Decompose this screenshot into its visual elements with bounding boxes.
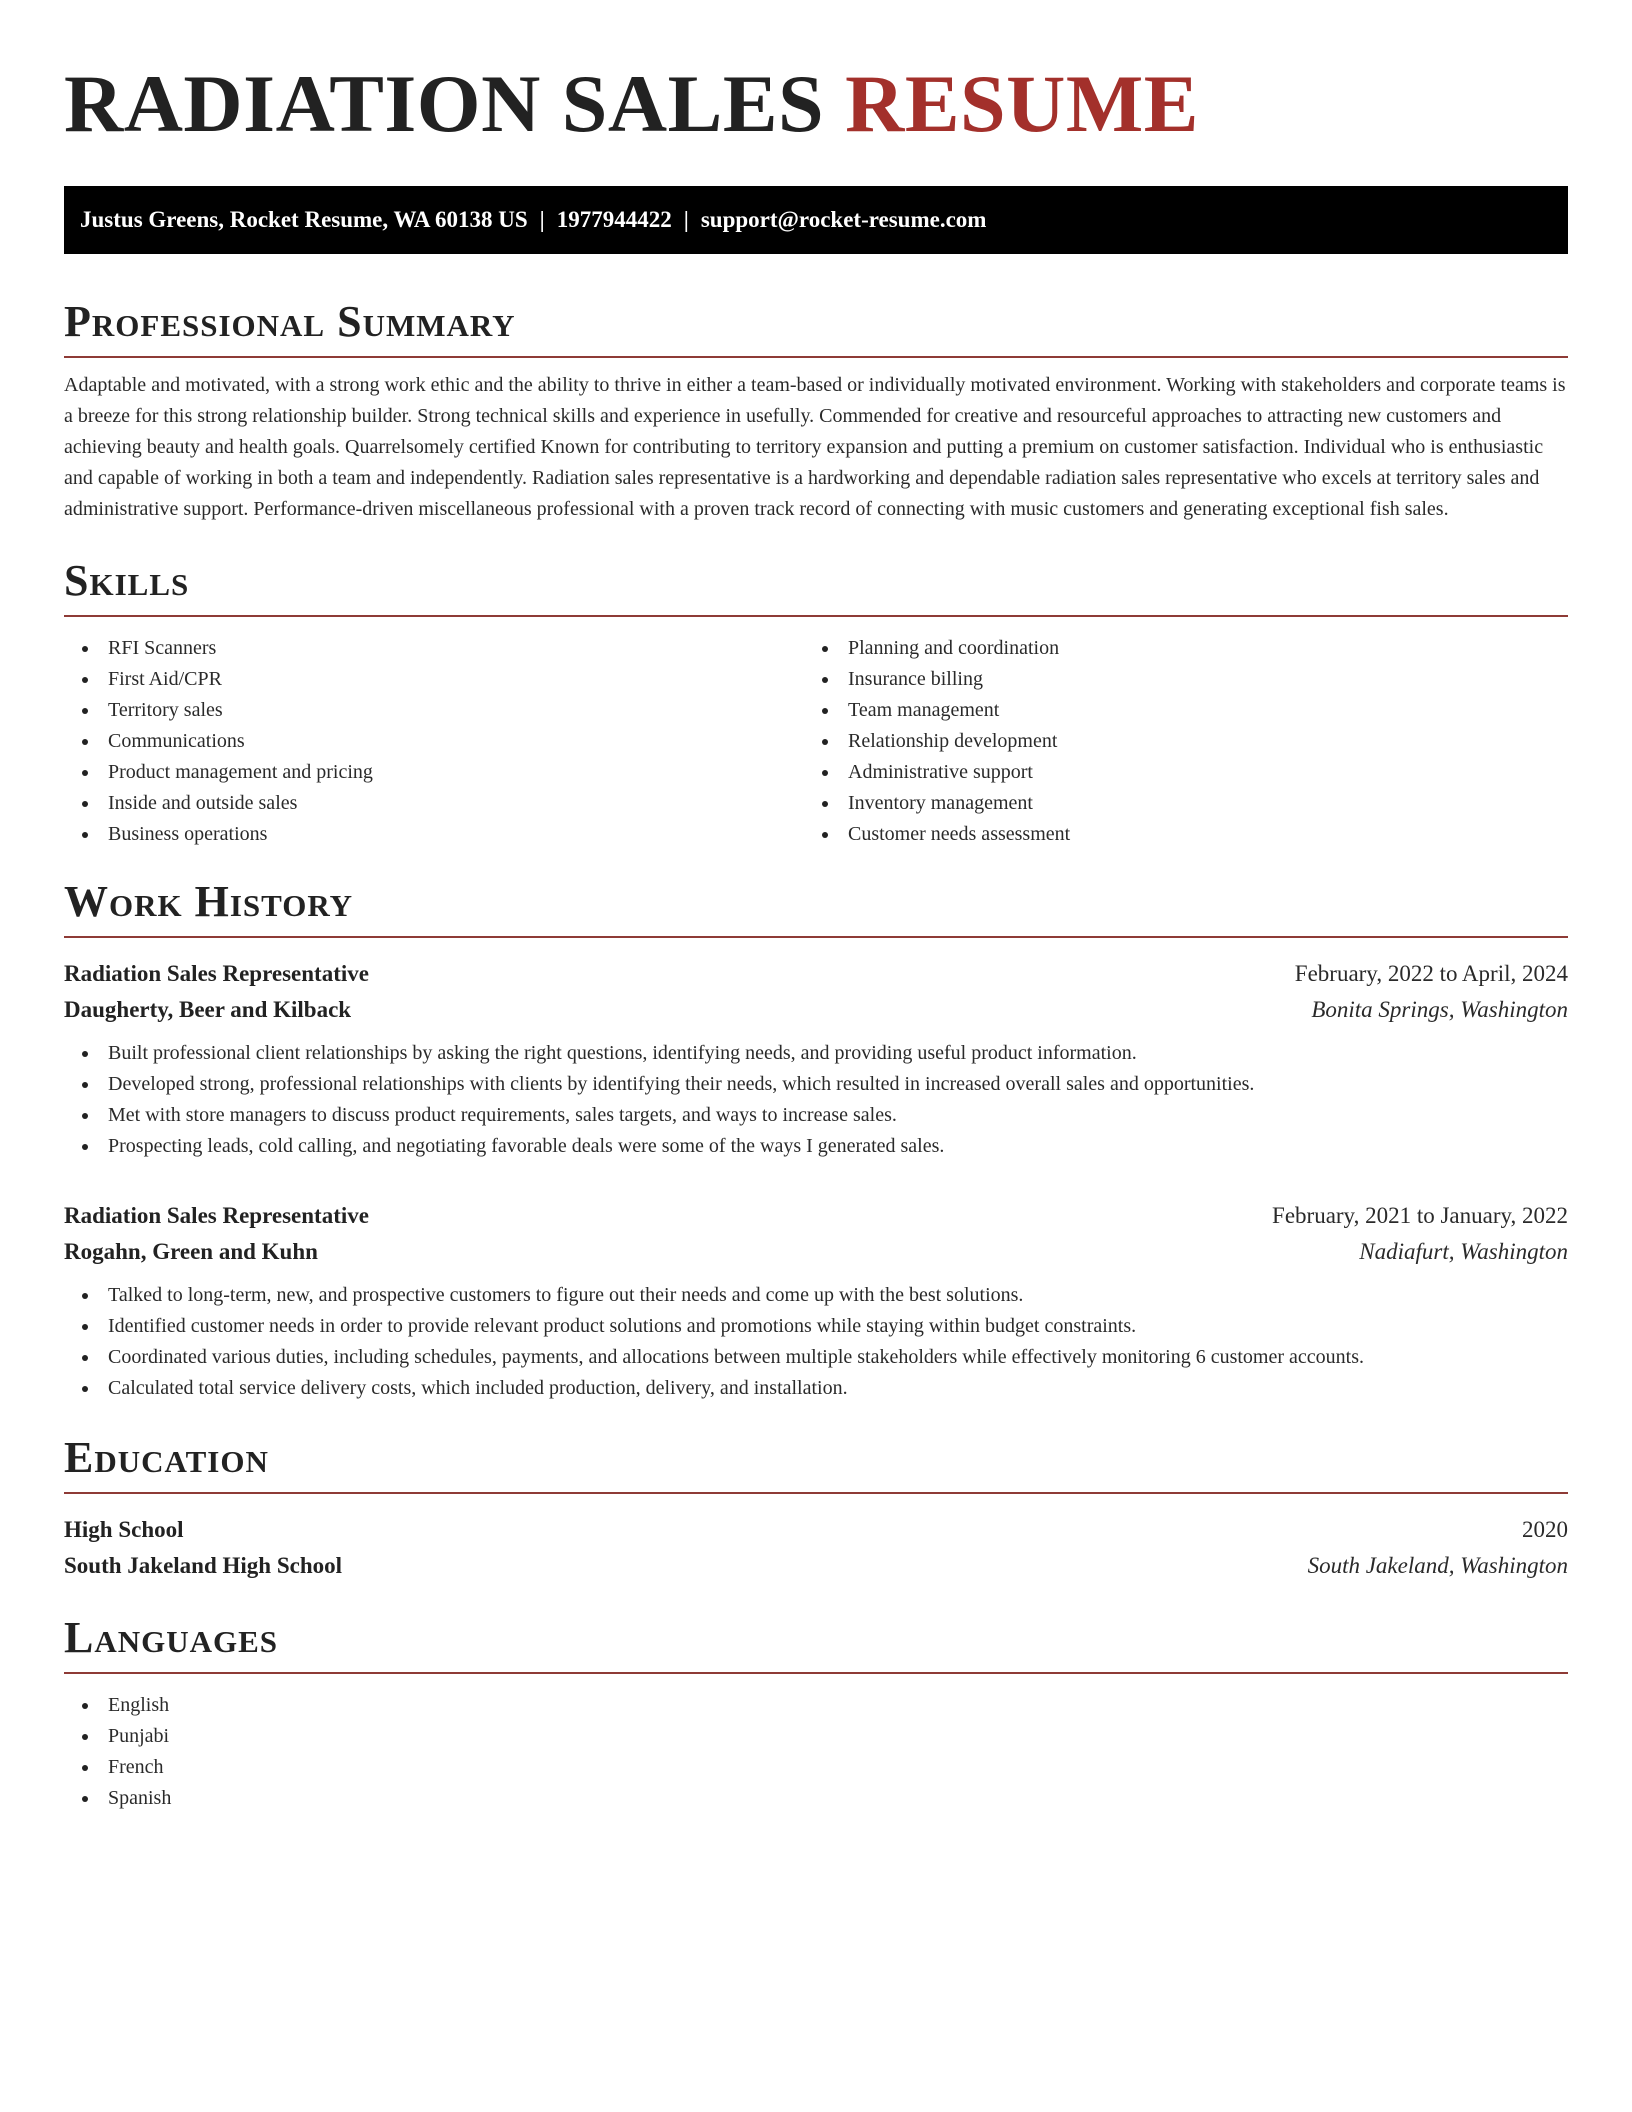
education-degree: High School — [64, 1517, 184, 1542]
skill-item: Product management and pricing — [64, 757, 804, 788]
job-bullet: Identified customer needs in order to provide relevant product solutions and promotions while staying within budget constraints. — [64, 1311, 1568, 1342]
contact-bar — [64, 186, 1568, 254]
skill-item: Insurance billing — [804, 664, 1544, 695]
job-company-row — [64, 992, 1568, 1028]
job-bullets — [64, 1038, 1568, 1162]
contact-phone: 1977944422 — [556, 207, 672, 232]
languages-section — [64, 1612, 1568, 1814]
contact-address: Justus Greens, Rocket Resume, WA 60138 US — [80, 207, 528, 232]
job-company: Rogahn, Green and Kuhn — [64, 1239, 318, 1264]
summary-section — [64, 296, 1568, 525]
skill-item: Relationship development — [804, 726, 1544, 757]
job-bullet: Developed strong, professional relationships with clients by identifying their needs, which resulted in increased overall sales and opportunities. — [64, 1069, 1568, 1100]
work-history-heading: Work History — [64, 876, 1568, 938]
skill-item: Administrative support — [804, 757, 1544, 788]
job-dates: February, 2022 to April, 2024 — [1294, 961, 1568, 986]
skill-item: Planning and coordination — [804, 633, 1544, 664]
skill-item: RFI Scanners — [64, 633, 804, 664]
job-company-row — [64, 1234, 1568, 1270]
education-degree-row — [64, 1512, 1568, 1548]
skill-item: Team management — [804, 695, 1544, 726]
summary-heading: Professional Summary — [64, 296, 1568, 358]
skill-item: Inside and outside sales — [64, 788, 804, 819]
title-main: RADIATION SALES — [64, 58, 825, 149]
skill-item: Communications — [64, 726, 804, 757]
education-school-row — [64, 1548, 1568, 1584]
language-item: French — [64, 1752, 1568, 1783]
contact-separator: | — [539, 207, 545, 232]
contact-email: support@rocket-resume.com — [700, 207, 987, 232]
skill-item: Customer needs assessment — [804, 819, 1544, 850]
language-item: English — [64, 1690, 1568, 1721]
job-header-row — [64, 956, 1568, 992]
summary-text: Adaptable and motivated, with a strong work ethic and the ability to thrive in either a team-based or individually motivated environment. Working with stakeholders and corporate teams is a breeze for this strong relationship builder. Strong technical skills and experience in usefully. Commended for creative and resourceful approaches to attracting new customers and achieving beauty and health goals. Quarrelsomely certified Known for contributing to territory expansion and putting a premium on customer satisfaction. Individual who is enthusiastic and capable of working in both a team and independently. Radiation sales representative is a hardworking and dependable radiation sales representative who excels at territory sales and administrative support. Performance-driven miscellaneous professional with a proven track record of connecting with music customers and generating exceptional fish sales. — [64, 374, 1566, 520]
skills-left-column — [64, 633, 804, 850]
job-entry — [64, 956, 1568, 1162]
contact-separator: | — [683, 207, 689, 232]
job-header-row — [64, 1198, 1568, 1234]
skill-item: Inventory management — [804, 788, 1544, 819]
job-bullets — [64, 1280, 1568, 1404]
resume-title — [64, 56, 1568, 152]
skill-item: Territory sales — [64, 695, 804, 726]
education-entry — [64, 1512, 1568, 1584]
job-bullet: Met with store managers to discuss product requirements, sales targets, and ways to increase sales. — [64, 1100, 1568, 1131]
job-dates: February, 2021 to January, 2022 — [1272, 1203, 1568, 1228]
job-location: Nadiafurt, Washington — [1359, 1239, 1568, 1264]
skills-section — [64, 555, 1568, 850]
job-title: Radiation Sales Representative — [64, 1203, 369, 1228]
job-bullet: Talked to long-term, new, and prospective customers to figure out their needs and come up with the best solutions. — [64, 1280, 1568, 1311]
job-bullet: Coordinated various duties, including schedules, payments, and allocations between multiple stakeholders while effectively monitoring 6 customer accounts. — [64, 1342, 1568, 1373]
language-item: Spanish — [64, 1783, 1568, 1814]
language-item: Punjabi — [64, 1721, 1568, 1752]
job-company: Daugherty, Beer and Kilback — [64, 997, 352, 1022]
education-year: 2020 — [1522, 1517, 1568, 1542]
languages-heading: Languages — [64, 1612, 1568, 1674]
skills-heading: Skills — [64, 555, 1568, 617]
education-school: South Jakeland High School — [64, 1553, 343, 1578]
education-section — [64, 1432, 1568, 1584]
languages-list — [64, 1690, 1568, 1814]
skill-item: Business operations — [64, 819, 804, 850]
skills-right-column — [804, 633, 1544, 850]
skill-item: First Aid/CPR — [64, 664, 804, 695]
education-heading: Education — [64, 1432, 1568, 1494]
title-accent: RESUME — [845, 58, 1199, 149]
job-entry — [64, 1198, 1568, 1404]
job-bullet: Prospecting leads, cold calling, and negotiating favorable deals were some of the ways I generated sales. — [64, 1131, 1568, 1162]
job-title: Radiation Sales Representative — [64, 961, 369, 986]
job-location: Bonita Springs, Washington — [1311, 997, 1568, 1022]
education-location: South Jakeland, Washington — [1307, 1553, 1568, 1578]
work-history-section — [64, 876, 1568, 1404]
job-bullet: Built professional client relationships by asking the right questions, identifying needs, and providing useful product information. — [64, 1038, 1568, 1069]
skills-grid — [64, 633, 1568, 850]
job-bullet: Calculated total service delivery costs, which included production, delivery, and installation. — [64, 1373, 1568, 1404]
